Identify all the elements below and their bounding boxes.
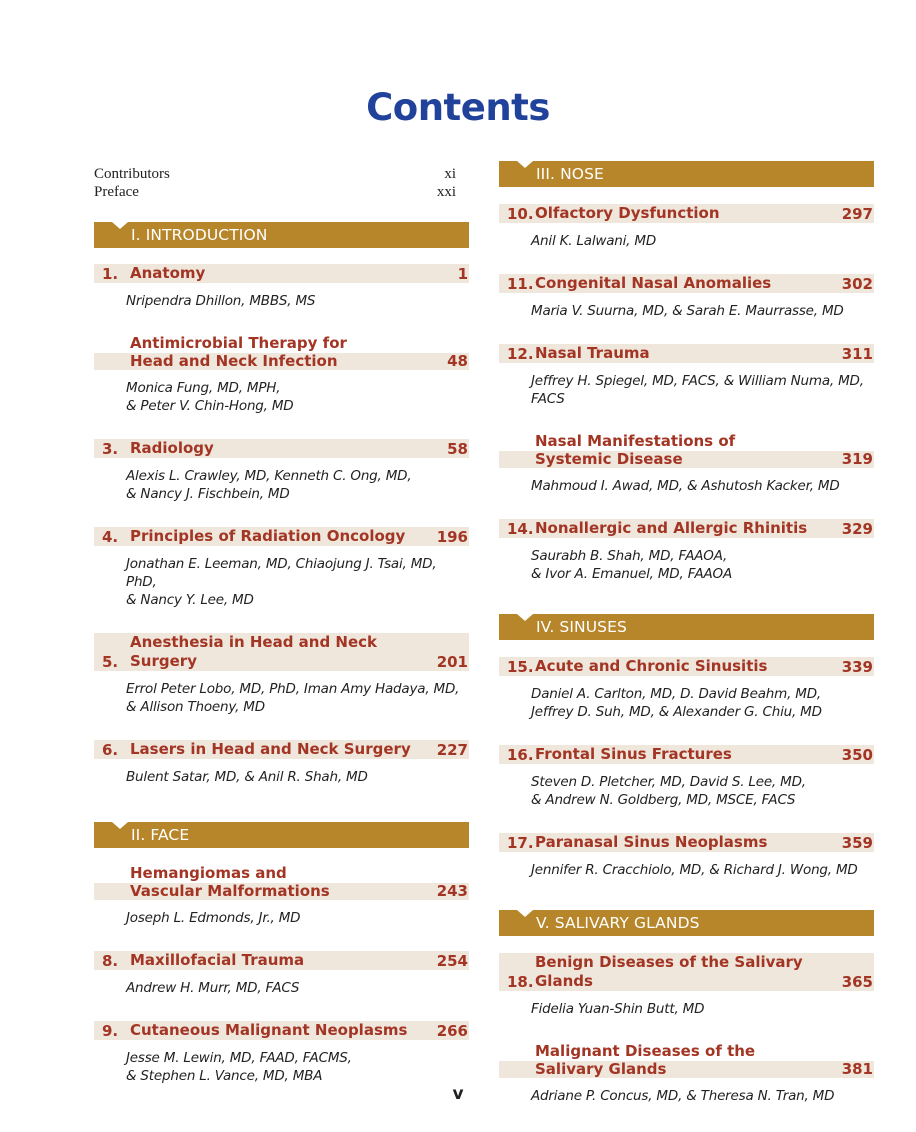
- chapter-number: 5.: [102, 653, 119, 671]
- chapter-heading[interactable]: [499, 1042, 874, 1078]
- toc-entry[interactable]: [94, 864, 469, 927]
- author-line: & Ivor A. Emanuel, MD, FAAOA: [531, 566, 732, 582]
- front-matter: [94, 165, 456, 201]
- chapter-page-number: 196: [436, 528, 468, 546]
- author-line: Jesse M. Lewin, MD, FAAD, FACMS,: [126, 1050, 352, 1066]
- chapter-page-number: 1: [457, 265, 468, 283]
- chapter-heading[interactable]: [499, 657, 874, 676]
- chapter-number: 12.: [507, 345, 534, 363]
- chapter-page-number: 58: [447, 440, 468, 458]
- toc-entry[interactable]: [94, 633, 469, 716]
- part-heading: V. SALIVARY GLANDS: [499, 910, 874, 936]
- author-line: Anil K. Lalwani, MD: [531, 233, 657, 249]
- chapter-number: 1.: [102, 265, 119, 283]
- toc-right-column: [499, 161, 874, 1105]
- front-matter-label: Contributors: [94, 166, 170, 182]
- chapter-heading[interactable]: [94, 864, 469, 900]
- author-line: Saurabh B. Shah, MD, FAAOA,: [531, 548, 728, 564]
- chapter-title-line: Nasal Trauma: [535, 344, 650, 362]
- chapter-authors: [94, 467, 469, 503]
- chapter-authors: [94, 979, 469, 997]
- chapter-authors: [94, 1049, 469, 1085]
- author-line: Adriane P. Concus, MD, & Theresa N. Tran, MD: [531, 1088, 835, 1104]
- chapter-title[interactable]: [535, 432, 842, 468]
- author-line: & Nancy J. Fischbein, MD: [126, 486, 290, 502]
- toc-entry[interactable]: [499, 953, 874, 1018]
- chapter-title-line: Radiology: [130, 439, 214, 457]
- chapter-title-line: Hemangiomas and: [130, 864, 287, 882]
- author-line: & Peter V. Chin-Hong, MD: [126, 398, 294, 414]
- chapter-title-line: Acute and Chronic Sinusitis: [535, 657, 768, 675]
- chapter-heading[interactable]: [499, 953, 874, 991]
- chapter-authors: [94, 555, 469, 609]
- chapter-title[interactable]: [535, 204, 842, 223]
- author-line: & Allison Thoeny, MD: [126, 699, 265, 715]
- page-number: v: [452, 1084, 464, 1104]
- author-line: Errol Peter Lobo, MD, PhD, Iman Amy Hadaya, MD,: [126, 681, 460, 697]
- chapter-title[interactable]: [130, 527, 437, 546]
- chapter-page-number: 266: [436, 1022, 468, 1040]
- chapter-number: 15.: [507, 658, 534, 676]
- chapter-heading[interactable]: [499, 745, 874, 764]
- toc-entry[interactable]: [94, 334, 469, 415]
- chapter-heading[interactable]: [94, 633, 469, 671]
- chapter-page-number: 381: [841, 1060, 873, 1078]
- chapter-authors: [499, 773, 874, 809]
- author-line: & Nancy Y. Lee, MD: [126, 592, 254, 608]
- author-line: & Andrew N. Goldberg, MD, MSCE, FACS: [531, 792, 796, 808]
- chapter-title[interactable]: [130, 439, 447, 458]
- chapter-heading[interactable]: [499, 274, 874, 293]
- author-line: Maria V. Suurna, MD, & Sarah E. Maurrasse, MD: [531, 303, 844, 319]
- chapter-heading[interactable]: [94, 334, 469, 370]
- chapter-heading[interactable]: [499, 204, 874, 223]
- front-matter-item[interactable]: [94, 165, 456, 183]
- chapter-authors: [499, 372, 874, 408]
- toc-entry[interactable]: [499, 519, 874, 583]
- chapter-title[interactable]: [130, 951, 437, 970]
- author-line: Bulent Satar, MD, & Anil R. Shah, MD: [126, 769, 368, 785]
- chapter-page-number: 319: [841, 450, 873, 468]
- chapter-title-line: Head and Neck Infection: [94, 353, 447, 370]
- chapter-heading[interactable]: [94, 740, 469, 759]
- toc-entry[interactable]: [499, 204, 874, 250]
- chapter-title-line: Paranasal Sinus Neoplasms: [535, 833, 768, 851]
- chapter-title-line: Anesthesia in Head and Neck Surgery: [130, 633, 378, 670]
- toc-entry[interactable]: [94, 1021, 469, 1085]
- author-line: Nripendra Dhillon, MBBS, MS: [126, 293, 316, 309]
- chapter-authors: [499, 302, 874, 320]
- chapter-title-line: Frontal Sinus Fractures: [535, 745, 732, 763]
- chapter-title[interactable]: [130, 334, 447, 370]
- author-line: Mahmoud I. Awad, MD, & Ashutosh Kacker, MD: [531, 478, 840, 494]
- chapter-title-line: Benign Diseases of the Salivary Glands: [535, 953, 803, 990]
- chapter-page-number: 201: [436, 653, 468, 671]
- chapter-number: 8.: [102, 952, 119, 970]
- chapter-title[interactable]: [535, 833, 842, 852]
- chapter-page-number: 365: [841, 973, 873, 991]
- author-line: Alexis L. Crawley, MD, Kenneth C. Ong, MD,: [126, 468, 412, 484]
- chapter-number: 16.: [507, 746, 534, 764]
- chapter-number: 3.: [102, 440, 119, 458]
- chapter-authors: [94, 909, 469, 927]
- chapter-title[interactable]: [130, 740, 437, 759]
- chapter-title-line: Olfactory Dysfunction: [535, 204, 720, 222]
- chapter-authors: [499, 232, 874, 250]
- chapter-page-number: 302: [841, 275, 873, 293]
- chapter-title-line: Cutaneous Malignant Neoplasms: [130, 1021, 408, 1039]
- toc-entry[interactable]: [94, 264, 469, 310]
- chapter-number: 6.: [102, 741, 119, 759]
- chapter-heading[interactable]: [499, 432, 874, 468]
- chapter-authors: [94, 680, 469, 716]
- author-line: Jonathan E. Leeman, MD, Chiaojung J. Tsai, MD, PhD,: [126, 556, 437, 590]
- chapter-heading[interactable]: [94, 439, 469, 458]
- chapter-title[interactable]: [535, 344, 842, 363]
- chapter-heading[interactable]: [499, 519, 874, 538]
- chapter-title-line: Systemic Disease: [499, 451, 842, 468]
- chapter-title-line: Malignant Diseases of the: [535, 1042, 756, 1060]
- chapter-title-line: Congenital Nasal Anomalies: [535, 274, 772, 292]
- toc-entry[interactable]: [94, 740, 469, 786]
- front-matter-page: xxi: [436, 184, 456, 200]
- front-matter-page: xi: [444, 166, 456, 182]
- chapter-title-line: Antimicrobial Therapy for: [130, 334, 347, 352]
- part-heading: IV. SINUSES: [499, 614, 874, 640]
- front-matter-label: Preface: [94, 184, 139, 200]
- chapter-number: 11.: [507, 275, 534, 293]
- toc-entry[interactable]: [499, 344, 874, 408]
- chapter-title[interactable]: [130, 864, 437, 900]
- chapter-number: 14.: [507, 520, 534, 538]
- author-line: Steven D. Pletcher, MD, David S. Lee, MD,: [531, 774, 806, 790]
- chapter-authors: [499, 861, 874, 879]
- author-line: Joseph L. Edmonds, Jr., MD: [126, 910, 301, 926]
- chapter-title-line: Principles of Radiation Oncology: [130, 527, 406, 545]
- toc-entry[interactable]: [499, 833, 874, 879]
- chapter-authors: [499, 477, 874, 495]
- chapter-title-line: Anatomy: [130, 264, 206, 282]
- chapter-title-line: Lasers in Head and Neck Surgery: [130, 740, 411, 758]
- chapter-title-line: Nonallergic and Allergic Rhinitis: [535, 519, 808, 537]
- chapter-authors: [499, 1000, 874, 1018]
- chapter-page-number: 329: [841, 520, 873, 538]
- front-matter-item[interactable]: [94, 183, 456, 201]
- chapter-page-number: 350: [841, 746, 873, 764]
- chapter-title[interactable]: [535, 519, 842, 538]
- chapter-title[interactable]: [535, 1042, 842, 1078]
- chapter-page-number: 311: [841, 345, 873, 363]
- chapter-heading[interactable]: [499, 344, 874, 363]
- chapter-title-line: Vascular Malformations: [94, 883, 437, 900]
- chapter-title-line: Maxillofacial Trauma: [130, 951, 305, 969]
- chapter-authors: [499, 685, 874, 721]
- chapter-title[interactable]: [130, 633, 437, 671]
- toc-entry[interactable]: [94, 951, 469, 997]
- author-line: Jeffrey D. Suh, MD, & Alexander G. Chiu, MD: [531, 704, 822, 720]
- chapter-number: 9.: [102, 1022, 119, 1040]
- toc-entry[interactable]: [499, 274, 874, 320]
- chapter-authors: [94, 379, 469, 415]
- chapter-authors: [94, 768, 469, 786]
- chapter-heading[interactable]: [94, 951, 469, 970]
- chapter-heading[interactable]: [94, 264, 469, 283]
- toc-entry[interactable]: [94, 527, 469, 609]
- chapter-heading[interactable]: [499, 833, 874, 852]
- chapter-heading[interactable]: [94, 527, 469, 546]
- chapter-page-number: 339: [841, 658, 873, 676]
- author-line: Monica Fung, MD, MPH,: [126, 380, 281, 396]
- chapter-authors: [94, 292, 469, 310]
- chapter-page-number: 243: [436, 882, 468, 900]
- author-line: Fidelia Yuan-Shin Butt, MD: [531, 1001, 705, 1017]
- chapter-title-line: Salivary Glands: [499, 1061, 842, 1078]
- chapter-number: 4.: [102, 528, 119, 546]
- chapter-title[interactable]: [535, 745, 842, 764]
- chapter-page-number: 48: [447, 352, 468, 370]
- chapter-title[interactable]: [130, 264, 458, 283]
- chapter-title-line: Nasal Manifestations of: [535, 432, 736, 450]
- chapter-title[interactable]: [535, 953, 842, 991]
- toc-entry[interactable]: [499, 432, 874, 495]
- author-line: Jennifer R. Cracchiolo, MD, & Richard J. Wong, MD: [531, 862, 858, 878]
- author-line: Andrew H. Murr, MD, FACS: [126, 980, 300, 996]
- chapter-title[interactable]: [535, 274, 842, 293]
- author-line: Daniel A. Carlton, MD, D. David Beahm, MD,: [531, 686, 822, 702]
- toc-entry[interactable]: [499, 657, 874, 721]
- chapter-title[interactable]: [130, 1021, 437, 1040]
- chapter-page-number: 359: [841, 834, 873, 852]
- author-line: & Stephen L. Vance, MD, MBA: [126, 1068, 323, 1084]
- toc-entry[interactable]: [94, 439, 469, 503]
- toc-entry[interactable]: [499, 745, 874, 809]
- chapter-page-number: 297: [841, 205, 873, 223]
- chapter-number: 10.: [507, 205, 534, 223]
- chapter-number: 17.: [507, 834, 534, 852]
- chapter-title[interactable]: [535, 657, 842, 676]
- toc-left-column: [94, 222, 469, 1085]
- chapter-page-number: 254: [436, 952, 468, 970]
- page-title: Contents: [366, 86, 550, 129]
- part-heading: III. NOSE: [499, 161, 874, 187]
- chapter-page-number: 227: [436, 741, 468, 759]
- chapter-heading[interactable]: [94, 1021, 469, 1040]
- author-line: Jeffrey H. Spiegel, MD, FACS, & William Numa, MD, FACS: [531, 373, 864, 407]
- part-heading: II. FACE: [94, 822, 469, 848]
- part-heading: I. INTRODUCTION: [94, 222, 469, 248]
- chapter-authors: [499, 547, 874, 583]
- chapter-number: 18.: [507, 973, 534, 991]
